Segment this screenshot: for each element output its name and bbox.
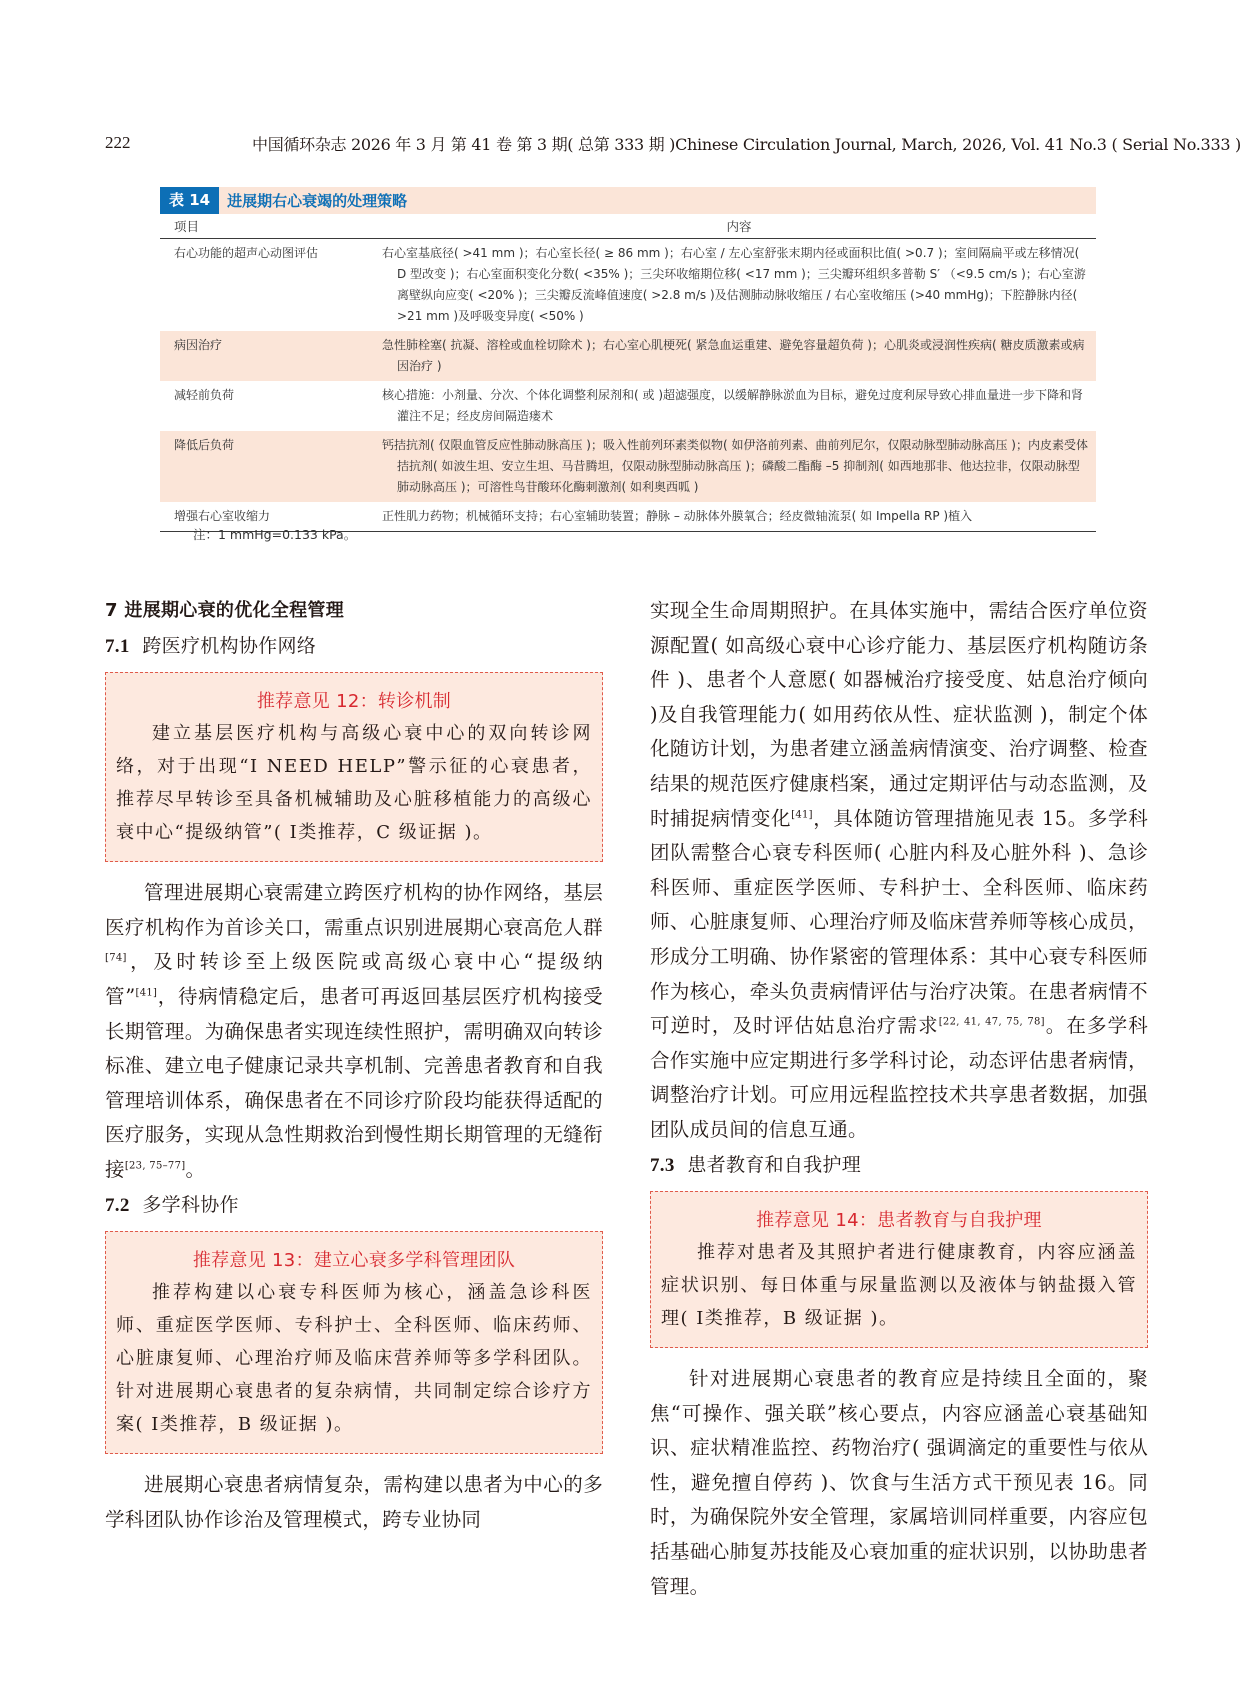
recommendation-12-body: 建立基层医疗机构与高级心衰中心的双向转诊网络，对于出现“I NEED HELP”警示征的心衰患者，推荐尽早转诊至具备机械辅助及心脏移植能力的高级心衰中心“提级纳管”( Ⅰ类推荐，C 级证据 )。 [116, 723, 592, 844]
page-number: 222 [105, 133, 131, 152]
table-note: 注：1 mmHg=0.133 kPa。 [193, 527, 357, 542]
table-row [160, 381, 1096, 431]
recommendation-14-body: 推荐对患者及其照护者进行健康教育，内容应涵盖症状识别、每日体重与尿量监测以及液体与钠盐摄入管理( Ⅰ类推荐，B 级证据 )。 [661, 1242, 1137, 1330]
row-item: 减轻前负荷 [174, 388, 235, 402]
paragraph-7-2: 进展期心衰患者病情复杂，需构建以患者为中心的多学科团队协作诊治及管理模式，跨专业协同 [105, 1473, 603, 1531]
row-content: 急性肺栓塞( 抗凝、溶栓或血栓切除术 )；右心室心肌梗死( 紧急血运重建、避免容量超负荷 )；心肌炎或浸润性疾病( 糖皮质激素或病因治疗 ) [382, 331, 1096, 381]
paragraph-7-3: 针对进展期心衰患者的教育应是持续且全面的，聚焦“可操作、强关联”核心要点，内容应涵盖心衰基础知识、症状精准监控、药物治疗( 强调滴定的重要性与依从性，避免擅自停药 )、饮食与生活方式干预见表 16。同时，为确保院外安全管理，家属培训同样重要，内容应包括基础心肺复苏技能及心衰加重的症状识别，以协助患者管理。 [650, 1367, 1148, 1598]
table-body [160, 214, 1096, 532]
paragraph-7-2-continued: 实现全生命周期照护。在具体实施中，需结合医疗单位资源配置( 如高级心衰中心诊疗能力、基层医疗机构随访条件 )、患者个人意愿( 如器械治疗接受度、姑息治疗倾向 )及自我管理能力( 如用药依从性、症状监测 )，制定个体化随访计划，为患者建立涵盖病情演变、治疗调整、检查结果的规范医疗健康档案，通过定期评估与动态监测，及时捕捉病情变化[41]，具体随访管理措施见表 15。多学科团队需整合心衰专科医师( 心脏内科及心脏外科 )、急诊科医师、重症医学医师、专科护士、全科医师、临床药师、心脏康复师、心理治疗师及临床营养师等核心成员，形成分工明确、协作紧密的管理体系：其中心衰专科医师作为核心，牵头负责病情评估与治疗决策。在患者病情不可逆时，及时评估姑息治疗需求[22, 41, 47, 75, 78]。在多学科合作实施中应定期进行多学科讨论，动态评估患者病情，调整治疗计划。可应用远程监控技术共享患者数据，加强团队成员间的信息互通。 [650, 599, 1148, 1141]
table-title [160, 187, 1096, 214]
recommendation-14-title: 推荐意见 14：患者教育与自我护理 [756, 1210, 1042, 1232]
column-header-content: 内容 [382, 214, 1096, 239]
section-7-heading: 7 进展期心衰的优化全程管理 [105, 600, 344, 621]
left-column [105, 594, 603, 1537]
row-item: 右心功能的超声心动图评估 [174, 246, 319, 260]
recommendation-13-box [105, 1231, 603, 1454]
table-row [160, 331, 1096, 381]
table-number: 表 14 [160, 187, 219, 214]
recommendation-12-title: 推荐意见 12：转诊机制 [256, 691, 452, 713]
row-item: 增强右心室收缩力 [160, 502, 382, 532]
right-column [650, 594, 1148, 1604]
section-7-1-heading: 7.1 跨医疗机构协作网络 [105, 634, 317, 657]
recommendation-14-box [650, 1191, 1148, 1348]
row-item: 降低后负荷 [160, 431, 382, 502]
row-content: 右心室基底径( >41 mm )；右心室长径( ≥ 86 mm )；右心室 / 左心室舒张末期内径或面积比值( >0.7 )；室间隔扁平或左移情况( D 型改变 )；右心室面积变化分数( <35% )；三尖环收缩期位移( <17 mm )；三尖瓣环组织多普勒 S′ （<9.5 cm/s )；右心室游离壁纵向应变( <20% )；三尖瓣反流峰值速度( >2.8 m/s )及估测肺动脉收缩压 / 右心室收缩压 (>40 mmHg)；下腔静脉内径( >21 mm )及呼吸变异度( <50% ) [382, 246, 1086, 323]
section-7-2-heading: 7.2 多学科协作 [105, 1193, 239, 1216]
table-header-row [160, 214, 1096, 239]
table-row [160, 431, 1096, 502]
row-content: 正性肌力药物；机械循环支持；右心室辅助装置；静脉 – 动脉体外膜氧合；经皮微轴流泵( 如 Impella RP )植入 [382, 502, 1096, 532]
table-14 [160, 187, 1096, 532]
table-row [160, 239, 1096, 332]
section-7-3-heading: 7.3 患者教育和自我护理 [650, 1153, 862, 1176]
row-content: 核心措施：小剂量、分次、个体化调整利尿剂和( 或 )超滤强度，以缓解静脉淤血为目标，避免过度利尿导致心排血量进一步下降和肾灌注不足；经皮房间隔造瘘术 [382, 388, 1083, 423]
row-item: 病因治疗 [160, 331, 382, 381]
running-head: 中国循环杂志 2026 年 3 月 第 41 卷 第 3 期( 总第 333 期 )Chinese Circulation Journal, March, 2026, Vol. 41 No.3 ( Serial No.333 ) [252, 135, 1241, 154]
recommendation-12-box [105, 672, 603, 862]
table-caption: 进展期右心衰竭的处理策略 [227, 192, 408, 210]
column-header-item: 项目 [160, 214, 382, 239]
paragraph-7-1: 管理进展期心衰需建立跨医疗机构的协作网络，基层医疗机构作为首诊关口，需重点识别进展期心衰高危人群[74]，及时转诊至上级医院或高级心衰中心“提级纳管”[41]，待病情稳定后，患者可再返回基层医疗机构接受长期管理。为确保患者实现连续性照护，需明确双向转诊标准、建立电子健康记录共享机制、完善患者教育和自我管理培训体系，确保患者在不同诊疗阶段均能获得适配的医疗服务，实现从急性期救治到慢性期长期管理的无缝衔接[23, 75–77]。 [105, 881, 603, 1181]
recommendation-13-title: 推荐意见 13：建立心衰多学科管理团队 [192, 1250, 516, 1272]
recommendation-13-body: 推荐构建以心衰专科医师为核心，涵盖急诊科医师、重症医学医师、专科护士、全科医师、临床药师、心脏康复师、心理治疗师及临床营养师等多学科团队。针对进展期心衰患者的复杂病情，共同制定综合诊疗方案( Ⅰ类推荐，B 级证据 )。 [116, 1282, 592, 1436]
row-content: 钙拮抗剂( 仅限血管反应性肺动脉高压 )；吸入性前列环素类似物( 如伊洛前列素、曲前列尼尔，仅限动脉型肺动脉高压 )；内皮素受体拮抗剂( 如波生坦、安立生坦、马昔腾坦，仅限动脉型肺动脉高压 )；磷酸二酯酶 –5 抑制剂( 如西地那非、他达拉非，仅限动脉型肺动脉高压 )；可溶性鸟苷酸环化酶刺激剂( 如利奥西呱 ) [382, 431, 1096, 502]
